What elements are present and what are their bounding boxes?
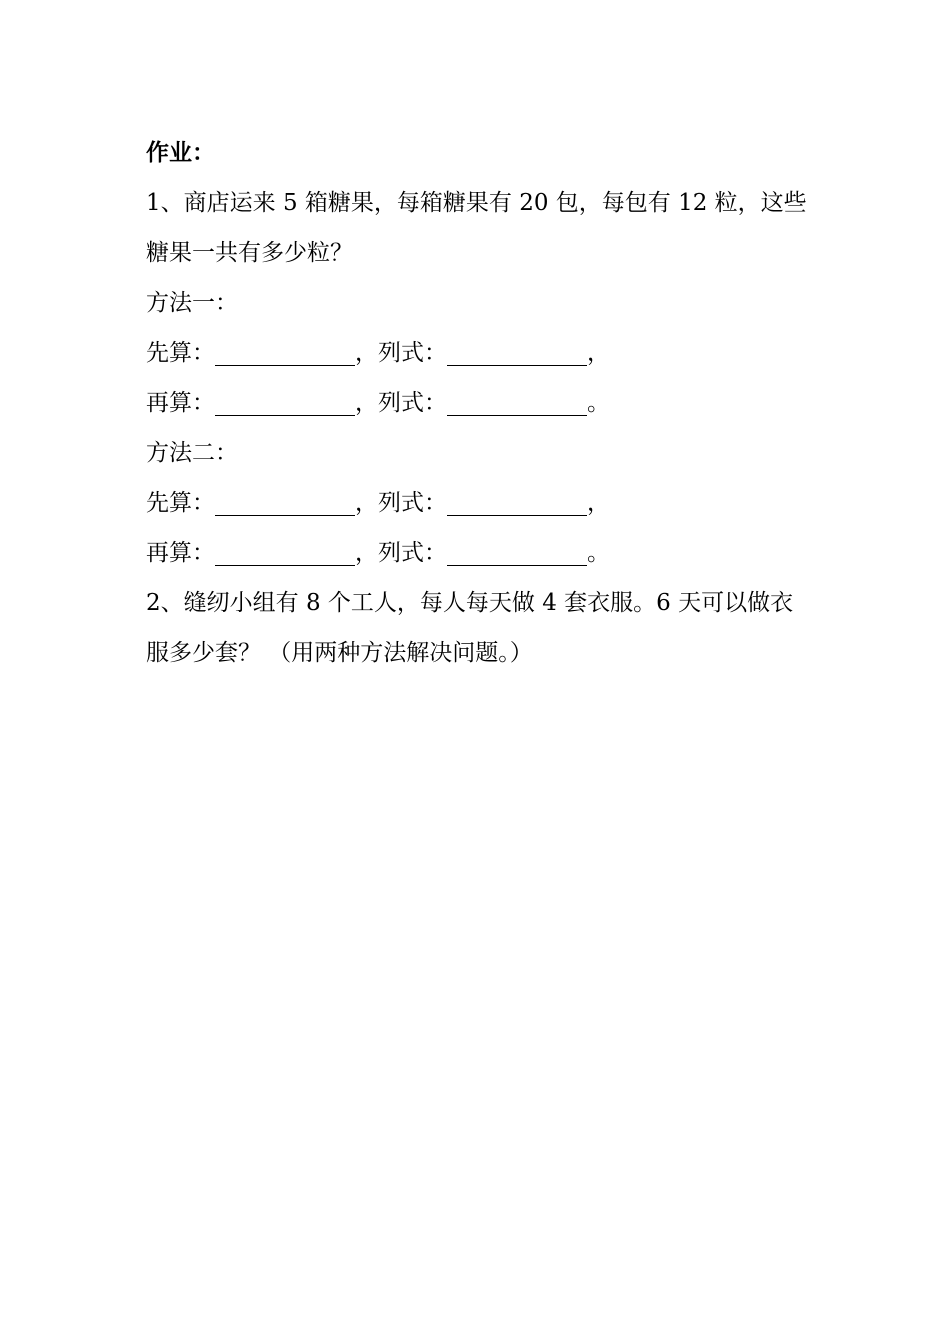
question-1-line-2: 糖果一共有多少粒？ <box>146 240 353 266</box>
method-1-row-2 <box>146 378 826 428</box>
step-then-label: 再算： <box>146 390 215 416</box>
formula-blank[interactable] <box>447 339 587 366</box>
row-end-punct: 。 <box>587 390 610 416</box>
step-first-label: 先算： <box>146 340 215 366</box>
step-then-label: 再算： <box>146 540 215 566</box>
step-first-label: 先算： <box>146 490 215 516</box>
homework-heading: 作业： <box>146 140 215 166</box>
formula-label: ，列式： <box>355 540 447 566</box>
formula-blank[interactable] <box>447 489 587 516</box>
answer-blank[interactable] <box>215 389 355 416</box>
row-end-punct: ， <box>587 340 610 366</box>
worksheet-page <box>146 128 826 678</box>
method-2-label: 方法二： <box>146 440 238 466</box>
formula-label: ，列式： <box>355 490 447 516</box>
method-2-row-1 <box>146 478 826 528</box>
question-2-line-1: 2、缝纫小组有 8 个工人，每人每天做 4 套衣服。6 天可以做衣 <box>146 590 794 616</box>
row-end-punct: 。 <box>587 540 610 566</box>
formula-label: ，列式： <box>355 390 447 416</box>
method-1-label: 方法一： <box>146 290 238 316</box>
question-2-line-2: 服多少套？ （用两种方法解决问题。） <box>146 640 533 666</box>
question-1-line-1: 1、商店运来 5 箱糖果，每箱糖果有 20 包，每包有 12 粒，这些 <box>146 190 807 216</box>
formula-label: ，列式： <box>355 340 447 366</box>
row-end-punct: ， <box>587 490 610 516</box>
answer-blank[interactable] <box>215 539 355 566</box>
method-1-row-1 <box>146 328 826 378</box>
method-2-row-2 <box>146 528 826 578</box>
answer-blank[interactable] <box>215 339 355 366</box>
formula-blank[interactable] <box>447 389 587 416</box>
answer-blank[interactable] <box>215 489 355 516</box>
formula-blank[interactable] <box>447 539 587 566</box>
